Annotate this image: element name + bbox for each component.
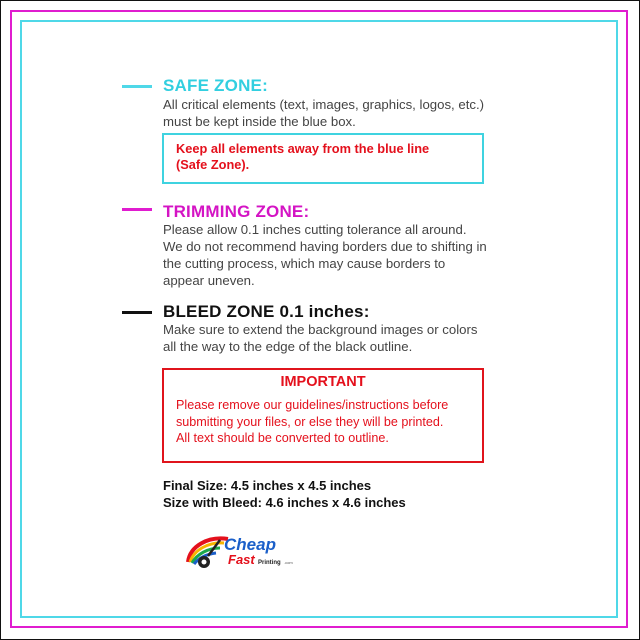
- important-box: [162, 368, 484, 463]
- cheap-fast-printing-logo: [182, 528, 332, 578]
- bleed-zone-line: Make sure to extend the background images or colors: [163, 322, 478, 337]
- trimming-zone-line: We do not recommend having borders due to shifting in: [163, 239, 487, 254]
- trimming-zone-description: [163, 221, 523, 289]
- safe-zone-note-box: [162, 133, 484, 184]
- important-line: submitting your files, or else they will be printed.: [176, 414, 444, 429]
- safe-zone-note-line: (Safe Zone).: [176, 157, 250, 172]
- trimming-zone-line: appear uneven.: [163, 273, 255, 288]
- bleed-size: Size with Bleed: 4.6 inches x 4.6 inches: [163, 495, 406, 510]
- logo-word-fast: Fast: [228, 552, 255, 567]
- important-text: [176, 397, 476, 447]
- safe-zone-legend-bar: [122, 85, 152, 88]
- safe-zone-note-line: Keep all elements away from the blue line: [176, 141, 430, 156]
- final-size: Final Size: 4.5 inches x 4.5 inches: [163, 478, 372, 493]
- bleed-zone-legend-bar: [122, 311, 152, 314]
- bleed-zone-heading: BLEED ZONE 0.1 inches:: [163, 302, 370, 321]
- bleed-zone-description: [163, 321, 523, 355]
- trimming-zone-legend-bar: [122, 208, 152, 211]
- safe-zone-note: [176, 141, 476, 173]
- logo-word-printing: Printing: [258, 560, 281, 566]
- safe-zone-line: All critical elements (text, images, graphics, logos, etc.): [163, 97, 485, 112]
- safe-zone-heading: SAFE ZONE:: [163, 76, 268, 95]
- safe-zone-line: must be kept inside the blue box.: [163, 114, 356, 129]
- important-line: All text should be converted to outline.: [176, 431, 389, 445]
- important-title: IMPORTANT: [280, 374, 366, 390]
- bleed-zone-line: all the way to the edge of the black outline.: [163, 339, 413, 354]
- trimming-zone-heading: TRIMMING ZONE:: [163, 202, 310, 221]
- safe-zone-description: [163, 96, 503, 130]
- important-line: Please remove our guidelines/instructions before: [176, 398, 449, 412]
- trimming-zone-line: the cutting process, which may cause borders to: [163, 256, 446, 271]
- logo-word-cheap: Cheap: [224, 535, 276, 554]
- trimming-zone-line: Please allow 0.1 inches cutting tolerance all around.: [163, 222, 467, 237]
- logo-suffix: .com: [284, 560, 293, 565]
- printer-swoosh-icon: [182, 528, 332, 578]
